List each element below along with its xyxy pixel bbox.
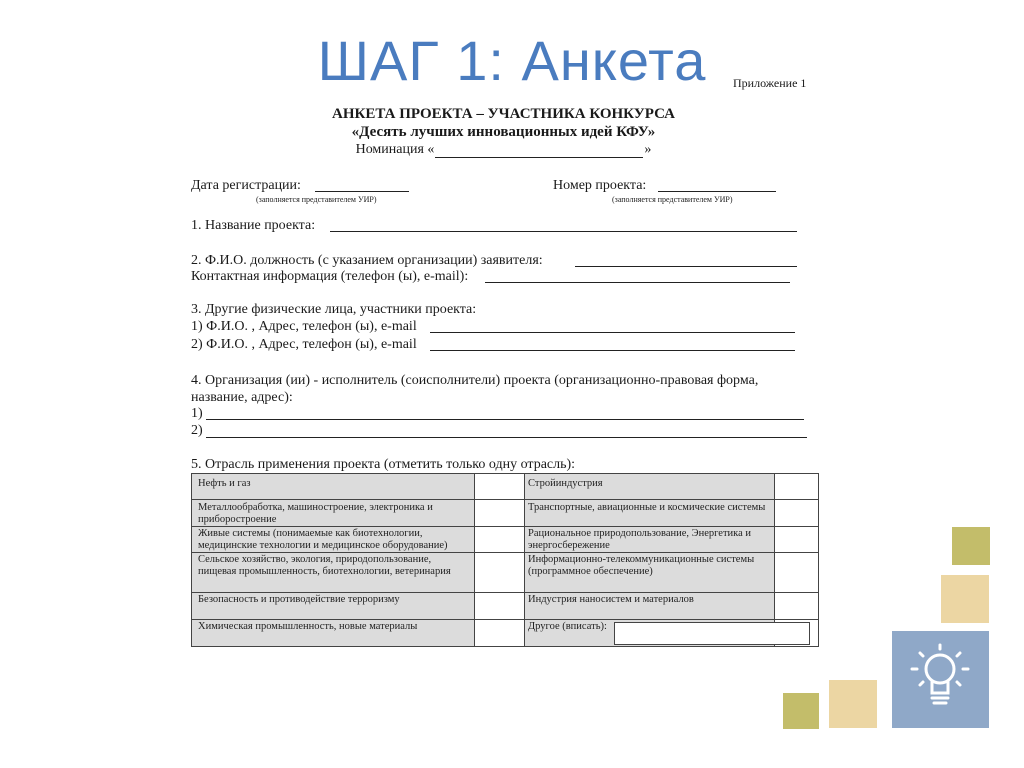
industry-metalworking: Металлообработка, машиностроение, электроника и приборостроение <box>198 502 433 525</box>
q3-person-2: 2) Ф.И.О. , Адрес, телефон (ы), e-mail <box>191 337 417 352</box>
reg-date-label: Дата регистрации: <box>191 178 301 193</box>
q4-label: 4. Организация (ии) - исполнитель (соисполнители) проекта (организационно-правовая форма, <box>191 373 759 388</box>
decor-square <box>783 693 819 729</box>
q4-item-1: 1) <box>191 406 203 421</box>
q3-label: 3. Другие физические лица, участники проекта: <box>191 302 477 317</box>
industry-construction: Стройиндустрия <box>528 478 603 489</box>
idea-tile <box>892 631 989 728</box>
q4-field-2[interactable] <box>206 437 807 438</box>
decor-square <box>941 575 989 623</box>
industry-transport: Транспортные, авиационные и космические системы <box>528 502 766 513</box>
q4-field-1[interactable] <box>206 419 804 420</box>
project-number-note: (заполняется представителем УИР) <box>612 195 733 204</box>
q2-field[interactable] <box>575 266 797 267</box>
industry-agriculture: Сельское хозяйство, экология, природопользование, пищевая промышленность, биотехнологии, ветеринария <box>198 554 451 577</box>
reg-date-field[interactable] <box>315 191 409 192</box>
contest-name: «Десять лучших инновационных идей КФУ» <box>351 124 656 140</box>
industry-nano: Индустрия наносистем и материалов <box>528 594 694 605</box>
q2-label: 2. Ф.И.О. должность (с указанием организации) заявителя: <box>191 253 543 268</box>
reg-date-note: (заполняется представителем УИР) <box>256 195 377 204</box>
other-industry-input[interactable] <box>614 622 810 645</box>
industry-energy: Рациональное природопользование, Энергетика и энергосбережение <box>528 528 752 551</box>
project-number-field[interactable] <box>658 191 776 192</box>
industry-living-systems: Живые системы (понимаемые как биотехнологии, медицинские технологии и медицинское оборудование) <box>198 528 448 551</box>
appendix-label: Приложение 1 <box>733 76 807 90</box>
q3-field-1[interactable] <box>430 332 795 333</box>
q4-label-cont: название, адрес): <box>191 390 293 405</box>
nomination-suffix: » <box>644 142 652 157</box>
nomination-prefix: Номинация « <box>355 142 435 157</box>
industry-table <box>191 473 819 647</box>
industry-security: Безопасность и противодействие терроризму <box>198 594 400 605</box>
industry-it: Информационно-телекоммуникационные системы (программное обеспечение) <box>528 554 755 577</box>
q2-contact-field[interactable] <box>485 282 790 283</box>
decor-square <box>952 527 990 565</box>
q1-label: 1. Название проекта: <box>191 218 316 233</box>
q2-contact-label: Контактная информация (телефон (ы), e-mail): <box>191 269 469 284</box>
q3-person-1: 1) Ф.И.О. , Адрес, телефон (ы), e-mail <box>191 319 417 334</box>
project-number-label: Номер проекта: <box>553 178 647 193</box>
industry-chemistry: Химическая промышленность, новые материалы <box>198 621 418 632</box>
decor-square <box>829 680 877 728</box>
q3-field-2[interactable] <box>430 350 795 351</box>
nomination-line <box>190 142 817 158</box>
q5-label: 5. Отрасль применения проекта (отметить только одну отрасль): <box>191 457 576 472</box>
form-heading: АНКЕТА ПРОЕКТА – УЧАСТНИКА КОНКУРСА <box>331 106 676 122</box>
lightbulb-icon <box>892 631 989 728</box>
industry-oil-gas: Нефть и газ <box>198 478 251 489</box>
q4-item-2: 2) <box>191 423 203 438</box>
slide-title: ШАГ 1: Анкета <box>317 29 707 92</box>
industry-other: Другое (вписать): <box>528 621 607 632</box>
nomination-field[interactable] <box>435 143 643 158</box>
q1-field[interactable] <box>330 231 797 232</box>
